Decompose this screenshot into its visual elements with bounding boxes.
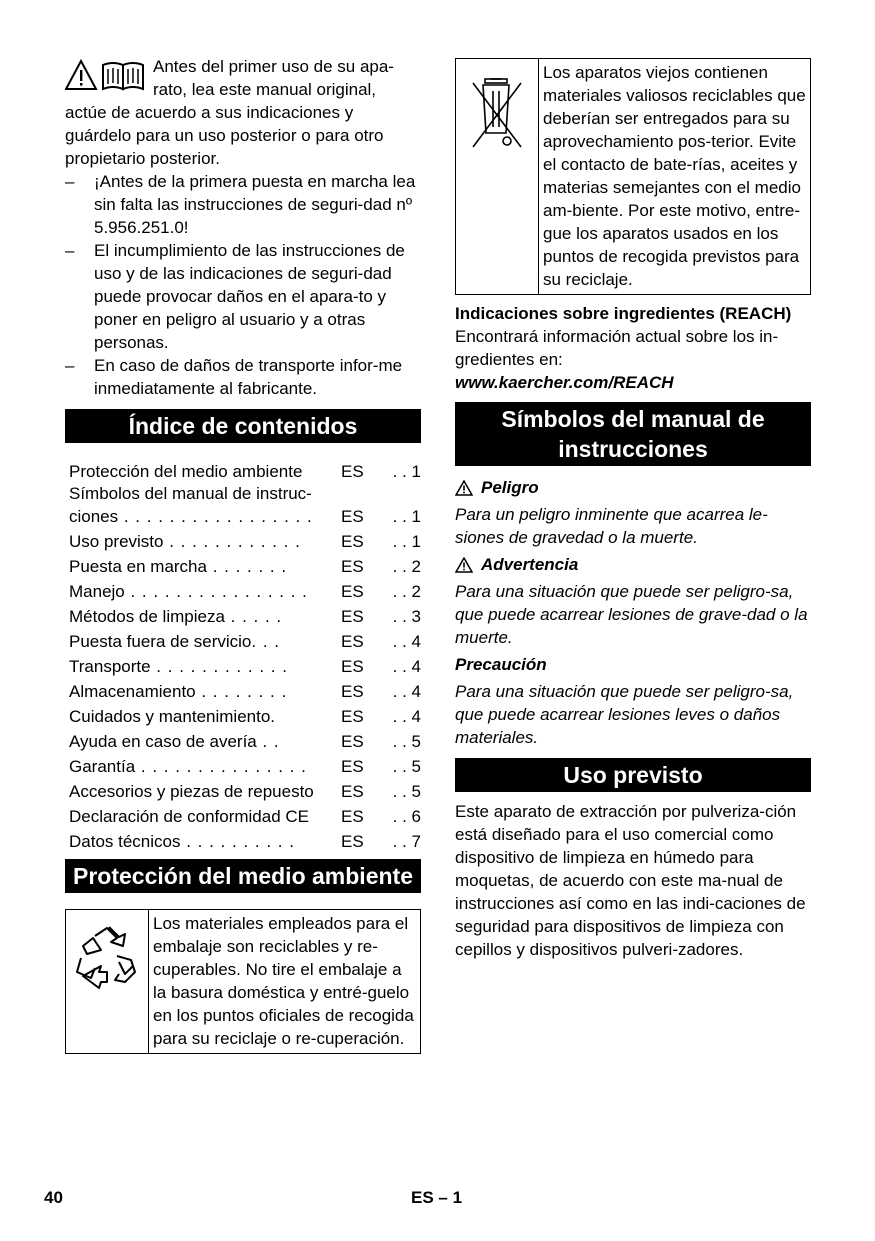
warning-label-text: Advertencia — [481, 555, 579, 574]
toc-item[interactable]: Garantía . . . . . . . . . . . . . . . ES . . 5 — [65, 754, 421, 779]
toc-item-lang: ES — [341, 657, 364, 676]
toc-item-lang: ES — [341, 462, 364, 481]
toc-item-page: . . 1 — [392, 532, 421, 551]
environment-heading: Protección del medio ambiente — [65, 859, 421, 893]
toc-item-page: . . 4 — [392, 682, 421, 701]
toc-item-page: . . 4 — [392, 632, 421, 651]
toc-item-lang: ES — [341, 832, 364, 851]
old-devices-text: Los aparatos viejos contienen materiales valiosos reciclables que deberían ser entregados para su aprovechamiento pos-terior. Evite el contacto de bate-rías, aceites y materias semejantes con el medio am-biente. Por este motivo, entre-gue los aparatos usados en los puntos de recogida previstos para su reciclaje. — [543, 63, 806, 289]
toc-item[interactable]: Manejo . . . . . . . . . . . . . . . . ES . . 2 — [65, 579, 421, 604]
toc-item[interactable]: Ayuda en caso de avería . . ES . . 5 — [65, 729, 421, 754]
warning-triangle-icon — [455, 557, 473, 573]
intro-line-2: rato, lea este manual original, — [153, 80, 377, 99]
packaging-recycling-box — [65, 909, 421, 1054]
toc-item[interactable]: Almacenamiento . . . . . . . . ES . . 4 — [65, 679, 421, 704]
toc-item-title: Transporte — [69, 657, 151, 676]
caution-label: Precaución — [455, 655, 547, 674]
toc-item-lang: ES — [341, 557, 364, 576]
warning-label — [455, 553, 811, 576]
toc-item[interactable]: Uso previsto . . . . . . . . . . . . ES . . 1 — [65, 529, 421, 554]
warning-manual-icon — [65, 59, 147, 91]
danger-label-text: Peligro — [481, 478, 539, 497]
toc-item-lang: ES — [341, 707, 364, 726]
intended-use-text: Este aparato de extracción por pulveriza-ción está diseñado para el uso comercial como dispositivo de limpieza en húmedo para moquetas, de acuerdo con este ma-nual de instrucciones así como en las indi-caciones de seguridad para dispositivos de limpieza con cepillos y dispositivos pulveri-zadores. — [455, 802, 806, 959]
toc-item-title: Manejo — [69, 582, 125, 601]
toc-item-title: ciones — [69, 507, 119, 526]
caution-text: Para una situación que puede ser peligro-sa, que puede acarrear lesiones leves o daños materiales. — [455, 682, 794, 747]
reach-title: Indicaciones sobre ingredientes (REACH) — [455, 304, 792, 323]
toc-item-lang: ES — [341, 507, 364, 526]
danger-text: Para un peligro inminente que acarrea le-siones de gravedad o la muerte. — [455, 505, 768, 547]
toc-item-lang: ES — [341, 532, 364, 551]
packaging-text: Los materiales empleados para el embalaje son reciclables y re-cuperables. No tire el embalaje a la basura doméstica y entré-guelo en los puntos oficiales de recogida para su reciclaje o re-cuperación. — [153, 914, 414, 1048]
bullet-item: – El incumplimiento de las instrucciones de uso y de las indicaciones de seguri-dad puede provocar daños en el apara-to y poner en peligro al usuario y a otras personas. — [65, 239, 421, 354]
toc-item[interactable] — [65, 779, 421, 804]
toc-item-title: Declaración de conformidad CE — [69, 807, 310, 826]
intro-line-1: Antes del primer uso de su apa- — [153, 57, 394, 76]
toc-item-page: . . 6 — [392, 807, 421, 826]
footer-page: – 1 — [438, 1188, 463, 1207]
recycle-icon — [73, 924, 141, 992]
toc-item[interactable]: Puesta en marcha . . . . . . . ES . . 2 — [65, 554, 421, 579]
old-devices-box — [455, 58, 811, 295]
intro-bullets — [65, 170, 421, 400]
toc-item[interactable]: Cuidados y mantenimiento. ES . . 4 — [65, 704, 421, 729]
reach-link[interactable]: www.kaercher.com/REACH — [455, 373, 674, 392]
toc-item-lang: ES — [341, 632, 364, 651]
right-column — [455, 58, 811, 961]
toc-item-lang: ES — [341, 732, 364, 751]
crossed-bin-icon — [469, 71, 525, 155]
bullet-item: – ¡Antes de la primera puesta en marcha lea sin falta las instrucciones de seguri-dad nº 5.956.251.0! — [65, 170, 421, 239]
toc-item[interactable]: Métodos de limpieza . . . . . ES . . 3 — [65, 604, 421, 629]
intro-text: actúe de acuerdo a sus indicaciones y guárdelo para un uso posterior o para otro propietario posterior. — [65, 103, 384, 168]
toc-item-page: . . 1 — [392, 462, 421, 481]
toc-item-page: . . 2 — [392, 557, 421, 576]
toc-item-page: . . 2 — [392, 582, 421, 601]
intro-section — [65, 55, 421, 400]
toc-item-page: . . 5 — [392, 782, 421, 801]
toc-heading: Índice de contenidos — [65, 409, 421, 443]
warning-text: Para una situación que puede ser peligro-sa, que puede acarrear lesiones de grave-dad o la muerte. — [455, 582, 808, 647]
reach-section — [455, 302, 811, 394]
toc-item-title: Métodos de limpieza — [69, 607, 225, 626]
toc-item-page: . . 5 — [392, 732, 421, 751]
footer-lang: ES — [411, 1188, 434, 1207]
toc-item-title: Ayuda en caso de avería — [69, 732, 257, 751]
toc-item-page: . . 7 — [392, 832, 421, 851]
page-number: 40 — [44, 1188, 63, 1207]
toc-item-lang: ES — [341, 757, 364, 776]
toc-item[interactable] — [65, 804, 421, 829]
toc-item-page: . . 3 — [392, 607, 421, 626]
toc-item-title-line1: Símbolos del manual de instruc- — [69, 484, 312, 503]
toc-item-lang: ES — [341, 682, 364, 701]
symbols-section — [455, 476, 811, 749]
toc-item-lang: ES — [341, 607, 364, 626]
toc-item-title: Protección del medio ambiente — [69, 462, 303, 481]
toc-item-title: Cuidados y mantenimiento — [69, 707, 271, 726]
toc-item-page: . . 5 — [392, 757, 421, 776]
toc-item-title: Garantía — [69, 757, 136, 776]
symbols-heading: Símbolos del manual de instrucciones — [455, 402, 811, 466]
toc-item[interactable]: Puesta fuera de servicio. . . ES . . 4 — [65, 629, 421, 654]
toc-item-page: . . 4 — [392, 657, 421, 676]
toc-item-lang: ES — [341, 782, 364, 801]
left-column — [65, 55, 421, 1054]
footer-lang-page — [411, 1188, 462, 1208]
intended-use-heading: Uso previsto — [455, 758, 811, 792]
toc-item-lang: ES — [341, 807, 364, 826]
toc-item-title: Uso previsto — [69, 532, 164, 551]
toc-item[interactable]: Transporte . . . . . . . . . . . . ES . . 4 — [65, 654, 421, 679]
toc-item[interactable]: Datos técnicos . . . . . . . . . . ES . . 7 — [65, 829, 421, 854]
danger-label — [455, 476, 811, 499]
toc-item[interactable] — [65, 459, 421, 484]
toc-item-title: Accesorios y piezas de repuesto — [69, 782, 314, 801]
toc-item[interactable]: Símbolos del manual de instruc- ciones . . . . . . . . . . . . . . . . . ES . . 1 — [65, 484, 421, 529]
toc-item-lang: ES — [341, 582, 364, 601]
toc-item-page: . . 4 — [392, 707, 421, 726]
toc-item-title: Puesta fuera de servicio — [69, 632, 252, 651]
bullet-item: – En caso de daños de transporte infor-me inmediatamente al fabricante. — [65, 354, 421, 400]
warning-triangle-icon — [455, 480, 473, 496]
toc-item-page: . . 1 — [392, 507, 421, 526]
table-of-contents — [65, 459, 421, 854]
toc-item-title: Puesta en marcha — [69, 557, 207, 576]
reach-text: Encontrará información actual sobre los in-gredientes en: — [455, 327, 779, 369]
toc-item-title: Datos técnicos — [69, 832, 181, 851]
toc-item-title: Almacenamiento — [69, 682, 196, 701]
